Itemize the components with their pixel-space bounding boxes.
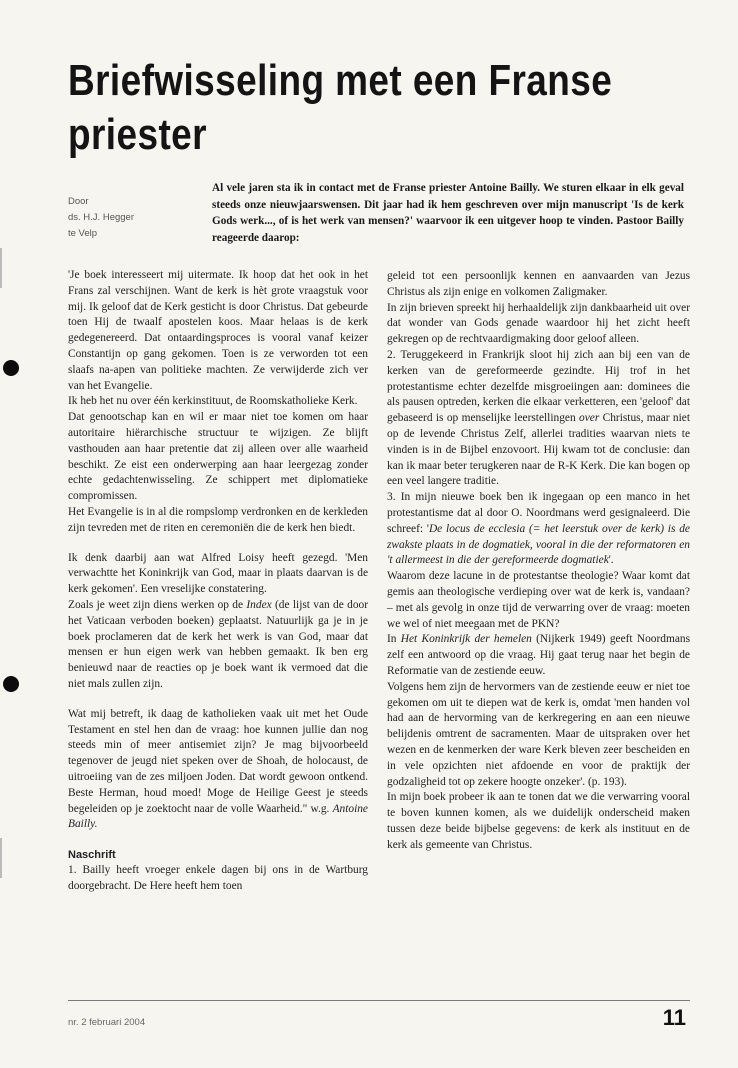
byline-author: ds. H.J. Hegger — [68, 212, 134, 223]
paragraph — [68, 707, 368, 833]
scan-edge-mark — [0, 248, 2, 288]
index-italic: Index — [246, 598, 272, 611]
paragraph: In mijn boek probeer ik aan te tonen dat we die verwarring vooral te boven kunnen komen, als we duidelijk onderscheid maken tussen deze beide bijbelse gegevens: de kerk als instituut en de kerk als gemeente van Christus. — [387, 791, 690, 851]
footer-rule — [68, 1000, 690, 1001]
paragraph: Het Evangelie is in al die rompslomp verdronken en de kerkleden zijn tevreden met de riten en ceremoniën die de kerk hen biedt. — [68, 505, 368, 534]
postscript-heading: Naschrift — [68, 849, 116, 862]
paragraph: 1. Bailly heeft vroeger enkele dagen bij ons in de Wartburg doorgebracht. De Here heeft hem toen — [68, 864, 368, 892]
paragraph: Dat genootschap kan en wil er maar niet toe komen om haar autoritaire hiërarchische structuur te wijzigen. Ze blijft vasthouden aan haar pretentie dat zij alleen over alle waarheid beschikt. Ze eist een onderwerping aan haar leergezag zonder echte gedachtenwisseling. Ze schippert met diplomatieke compromissen. — [68, 411, 368, 503]
right-column — [387, 269, 690, 853]
punch-hole-top — [3, 360, 19, 376]
byline-by: Door — [68, 196, 89, 207]
article-intro: Al vele jaren sta ik in contact met de Franse priester Antoine Bailly. We sturen elkaar in elk geval steeds onze nieuwjaarswensen. Dit jaar had ik hem geschreven over mijn manuscript 'Is de kerk Gods werk..., of is het werk van mensen?' waarvoor ik een uitgever hoop te vinden. Pastoor Bailly reageerde daarop: — [212, 182, 684, 244]
text-run: Christus, maar niet op de levende Christus Zelf, allerlei tradities waarvan niets te vinden is in de Bijbel enzovoort. Hij kwam tot de conclusie: dan kan ik maar beter terugkeren naar de R-K Kerk. Die kan bogen op een veel langere traditie. — [387, 412, 691, 488]
paragraph: Ik heb het nu over één kerkinstituut, de Roomskatholieke Kerk. — [68, 395, 358, 408]
paragraph — [387, 490, 690, 569]
book-title-italic: Het Koninkrijk der hemelen — [400, 633, 532, 646]
page-number: 11 — [662, 1005, 686, 1030]
text-run: (Nijkerk 1949) geeft Noordmans zelf een antwoord op die vraag. Hij gaat terug naar het begin de Reformatie van de zestiende eeuw. — [387, 633, 691, 677]
text-run: Zoals je weet zijn diens werken op de — [68, 598, 247, 611]
author-byline — [68, 194, 188, 242]
punch-hole-bottom — [3, 676, 19, 692]
paragraph — [68, 598, 368, 693]
title-line-1: Briefwisseling met een Franse — [68, 56, 613, 105]
paragraph — [387, 348, 690, 490]
signature-italic: Antoine Bailly. — [68, 802, 368, 831]
byline-place: te Velp — [68, 228, 98, 239]
text-run: 3. In mijn nieuwe boek ben ik ingegaan op een manco in het protestantisme dat al door O. Noordmans werd gesignaleerd. Die schreef: ' — [387, 491, 690, 535]
text-run: 2. Teruggekeerd in Frankrijk sloot hij zich aan bij een van de kerken van de gereformeerde gezindte. Hij trof in het protestantisme echter dezelfde misgroeiingen aan: dominees die als pausen optreden, kerken die elkaar verketteren, een 'geloof' dat gebaseerd is op menselijke leerstellingen — [387, 348, 690, 425]
article-title — [68, 54, 613, 162]
paragraph: Ik denk daarbij aan wat Alfred Loisy heeft gezegd. 'Men verwachtte het Koninkrijk van God, maar in plaats daarvan is de kerk gekomen'. Een vreselijke constatering. — [68, 551, 368, 596]
text-run: In — [387, 633, 401, 646]
title-line-2: priester — [68, 110, 207, 159]
paragraph: Waarom deze lacune in de protestantse theologie? Waar komt dat gemis aan theologische verdieping over wat de kerk is, vandaan? – met als gevolg in onze tijd de verwarring over de vraag: moeten we wel of niet meegaan met de PKN? — [387, 570, 690, 630]
text-run: Wat mij betreft, ik daag de katholieken vaak uit met het Oude Testament en stel hen dan de vraag: hoe kunnen jullie dan nog steeds min of meer antisemiet zijn? Je mag bijvoorbeeld tegenover de jeugd niet speken over de Shoah, de holocaust, de uitroeiing van de zes miljoen Joden. Dat wordt gewoon ontkend. Beste Herman, houd moed! Moge de Heilige Geest je steeds begeleiden op je zoektocht naar de volle Waarheid." w.g. — [68, 707, 368, 815]
paragraph — [387, 632, 690, 679]
issue-info: nr. 2 februari 2004 — [68, 1017, 146, 1028]
paragraph: In zijn brieven spreekt hij herhaaldelijk zijn dankbaarheid uit over dat wonder van Gods genade waardoor hij het zicht heeft gekregen op de rechtvaardigmaking door geloof alleen. — [387, 301, 690, 346]
emphasis-italic: over — [579, 412, 600, 425]
left-column — [68, 268, 368, 895]
paragraph: Volgens hem zijn de hervormers van de zestiende eeuw er niet toe gekomen om uit te diepen wat de kerk is, omdat 'men handen vol had aan de hervorming van de kerkregering en aan een nieuwe belijdenis omtrent de sacramenten. Maar de uitspraken over het wezen en de kenmerken der ware Kerk bleven zeer bescheiden en in vele opzichten niet afdoende en voor de praktijk der godzaligheid tot op zekere hoogte onzeker'. (p. 193). — [387, 680, 690, 788]
scan-edge-mark — [0, 838, 2, 878]
paragraph: geleid tot een persoonlijk kennen en aanvaarden van Jezus Christus als zijn enige en volkomen Zaligmaker. — [387, 270, 690, 298]
quote-italic: De locus de ecclesia (= het leerstuk over de kerk) is de zwakste plaats in de dogmatiek, vooral in die der reformatoren en 't allermeest in die der gereformeerde dogmatiek — [387, 522, 690, 567]
text-run: (de lijst van de door het Vaticaan verboden boeken) geplaatst. Natuurlijk ga je in je boek proclameren dat de kerk het werk is van God, maar dat mensen er hun eigen werk van hebben gemaakt. Ik ben erg benieuwd naar de reacties op je boek want ik vermoed dat die niet mals zullen zijn. — [68, 598, 368, 690]
text-run: '. — [608, 554, 614, 567]
paragraph: 'Je boek interesseert mij uitermate. Ik hoop dat het ook in het Frans zal verschijnen. Want de kerk is hèt grote vraagstuk voor mij. Ik geloof dat de Kerk gesticht is door Christus. Dat gebeurde toen Hij de twaalf apostelen koos. Maar helaas is de kerk gedegenereerd. Dat ontaardingsproces is vooral vanaf keizer Constantijn op gang gekomen. Toen is ze verworden tot een slaafs na-apen van politieke machten. Ze verwijderde zich ver van het Evangelie. — [68, 269, 368, 392]
